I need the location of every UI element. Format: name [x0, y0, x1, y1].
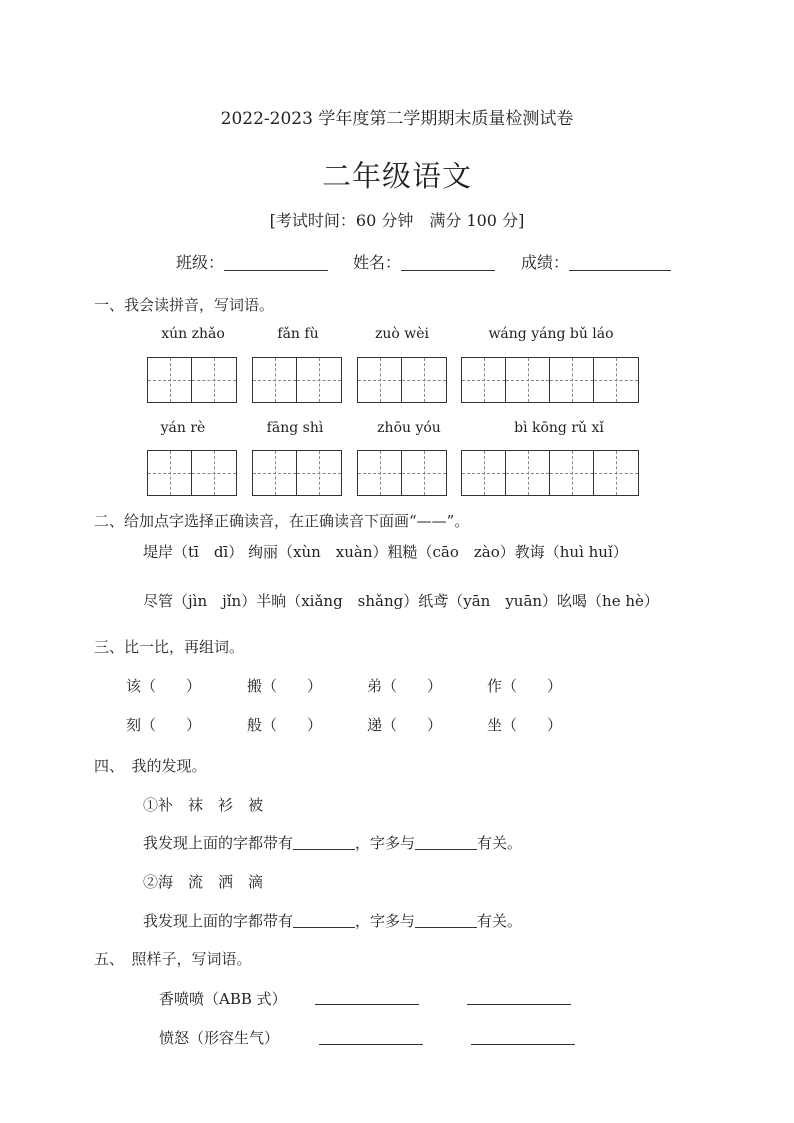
writing-grid[interactable] — [147, 450, 237, 496]
word-compare-item[interactable]: 该（ ） — [126, 677, 202, 695]
name-field — [353, 250, 495, 273]
word-compare-item[interactable]: 弟（ ） — [367, 677, 443, 695]
q5-heading: 五、 照样子，写词语。 — [94, 950, 252, 968]
name-blank[interactable] — [401, 254, 495, 271]
writing-grid[interactable] — [461, 450, 639, 496]
q2-heading: 二、给加点字选择正确读音，在正确读音下面画“——”。 — [94, 512, 470, 530]
word-compare-item[interactable]: 刻（ ） — [126, 716, 202, 734]
pinyin-label: zhōu yóu — [377, 420, 441, 436]
writing-grid[interactable] — [252, 357, 342, 403]
pinyin-label: fāng shì — [266, 420, 324, 436]
pinyin-label: yán rè — [160, 420, 206, 436]
pattern-item: 香喷喷（ABB 式） — [159, 990, 287, 1008]
character-group: ①补 袜 衫 被 — [143, 796, 264, 814]
answer-blank[interactable] — [293, 913, 355, 928]
q3-heading: 三、比一比，再组词。 — [94, 638, 245, 656]
page-title: 二年级语文 — [321, 159, 472, 193]
pinyin-label: zuò wèi — [374, 326, 430, 342]
pattern-item: 愤怒（形容生气） — [159, 1029, 280, 1047]
answer-line[interactable] — [315, 990, 419, 1003]
sentence-part: 我发现上面的字都带有 — [143, 912, 294, 930]
exam-subtitle: [考试时间：60 分钟 满分 100 分] — [269, 211, 525, 230]
pronunciation-line[interactable]: 尽管（jìn jǐn）半晌（xiǎng shǎng）纸鸢（yān yuān）吆喝（he hè） — [143, 592, 659, 610]
word-compare-item[interactable]: 般（ ） — [247, 716, 323, 734]
pinyin-label: wáng yáng bǔ láo — [488, 326, 614, 342]
answer-line[interactable] — [319, 1030, 423, 1043]
score-field — [521, 250, 671, 273]
score-blank[interactable] — [569, 254, 671, 271]
name-label: 姓名： — [353, 253, 402, 272]
answer-blank[interactable] — [415, 913, 477, 928]
sentence-part: 有关。 — [477, 912, 523, 930]
score-label: 成绩： — [521, 253, 570, 272]
sentence-part: 有关。 — [477, 834, 523, 852]
discovery-sentence — [143, 832, 522, 853]
writing-grid[interactable] — [357, 357, 447, 403]
sentence-part: ，字多与 — [355, 834, 416, 852]
class-field — [176, 250, 328, 273]
writing-grid[interactable] — [147, 357, 237, 403]
word-compare-item[interactable]: 搬（ ） — [247, 677, 323, 695]
pinyin-label: xún zhǎo — [161, 326, 225, 342]
discovery-sentence — [143, 910, 522, 931]
writing-grid[interactable] — [461, 357, 639, 403]
class-blank[interactable] — [224, 254, 328, 271]
exam-supertitle: 2022-2023 学年度第二学期期末质量检测试卷 — [220, 109, 574, 129]
answer-blank[interactable] — [293, 835, 355, 850]
answer-line[interactable] — [471, 1030, 575, 1043]
character-group: ②海 流 洒 滴 — [143, 873, 264, 891]
answer-line[interactable] — [467, 990, 571, 1003]
sentence-part: 我发现上面的字都带有 — [143, 834, 294, 852]
writing-grid[interactable] — [357, 450, 447, 496]
word-compare-item[interactable]: 坐（ ） — [487, 716, 563, 734]
q1-heading: 一、我会读拼音，写词语。 — [94, 296, 275, 314]
pinyin-label: fǎn fù — [277, 326, 319, 342]
sentence-part: ，字多与 — [355, 912, 416, 930]
answer-blank[interactable] — [415, 835, 477, 850]
pronunciation-line[interactable]: 堤岸（tī dī） 绚丽（xùn xuàn）粗糙（cāo zào）教诲（huì huǐ） — [143, 543, 628, 561]
q4-heading: 四、 我的发现。 — [94, 757, 207, 775]
writing-grid[interactable] — [252, 450, 342, 496]
word-compare-item[interactable]: 作（ ） — [487, 677, 563, 695]
word-compare-item[interactable]: 递（ ） — [367, 716, 443, 734]
class-label: 班级： — [176, 253, 225, 272]
pinyin-label: bì kōng rǔ xǐ — [514, 420, 604, 436]
